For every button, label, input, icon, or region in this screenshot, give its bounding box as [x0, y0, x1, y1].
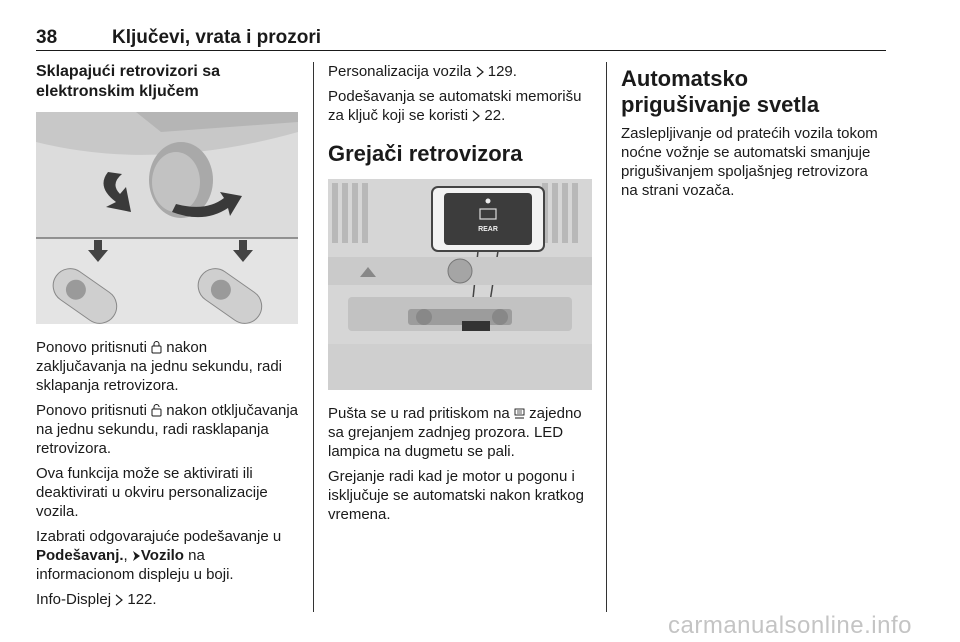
- paragraph-unfold: Ponovo pritisnuti nakon otključavanja na jednu sekundu, radi rasklapanja retrovizora.: [36, 402, 299, 457]
- paragraph-activate-heating: Pušta se u rad pritiskom na zajedno sa grejanjem zadnjeg prozora. LED lampica na dugmetu se pali.: [328, 405, 582, 460]
- column-2: [328, 62, 594, 530]
- rear-window-heater-icon: [514, 408, 525, 420]
- header-rule: [36, 50, 886, 51]
- page-reference-icon: [472, 110, 480, 122]
- page-reference-icon: [115, 594, 123, 606]
- section-heading-auto-dimming: Automatsko prigušivanje svetla: [621, 66, 820, 117]
- paragraph-fold: Ponovo pritisnuti nakon zaključavanja na jednu sekundu, radi sklapanja retrovizora.: [36, 339, 282, 394]
- paragraph-activation: Ova funkcija može se aktivirati ili deaktivirati u okviru personalizacije vozila.: [36, 465, 268, 520]
- paragraph-auto-dimming: Zaslepljivanje od pratećih vozila tokom noćne vožnje se automatski smanjuje prigušivanjem spoljašnjeg retrovizora na strani vozača.: [621, 125, 878, 199]
- page-reference-icon: [476, 66, 484, 78]
- paragraph-memory: Podešavanja se automatski memorišu za ključ koji se koristi 22.: [328, 88, 582, 124]
- chapter-title: Ključevi, vrata i prozori: [112, 27, 322, 48]
- paragraph-personalization: Personalizacija vozila 129.: [328, 63, 517, 80]
- heated-mirror-button-illustration: [328, 179, 592, 390]
- menu-arrow-icon: [132, 550, 141, 562]
- column-divider-1: [313, 62, 314, 612]
- lock-icon: [151, 341, 162, 354]
- section-heading-folding-mirrors: Sklapajući retrovizori sa elektronskim ključem: [36, 63, 221, 100]
- watermark: carmanualsonline.info: [668, 612, 912, 639]
- unlock-icon: [151, 404, 162, 417]
- page-header: [36, 27, 886, 51]
- page-number: 38: [36, 27, 58, 48]
- section-heading-heated-mirrors: Grejači retrovizora: [328, 141, 523, 166]
- column-divider-2: [606, 62, 607, 612]
- paragraph-settings: Izabrati odgovarajuće podešavanje u Podešavanj., Vozilo na informacionom displeju u boji.: [36, 528, 282, 583]
- paragraph-heating-operation: Grejanje radi kad je motor u pogonu i isključuje se automatski nakon kratkog vremena.: [328, 468, 584, 523]
- folding-mirror-illustration: [36, 112, 298, 324]
- rear-button-label: REAR: [478, 226, 498, 233]
- column-3: [621, 62, 879, 206]
- paragraph-info-display: Info-Displej 122.: [36, 591, 157, 608]
- column-1: [36, 62, 300, 615]
